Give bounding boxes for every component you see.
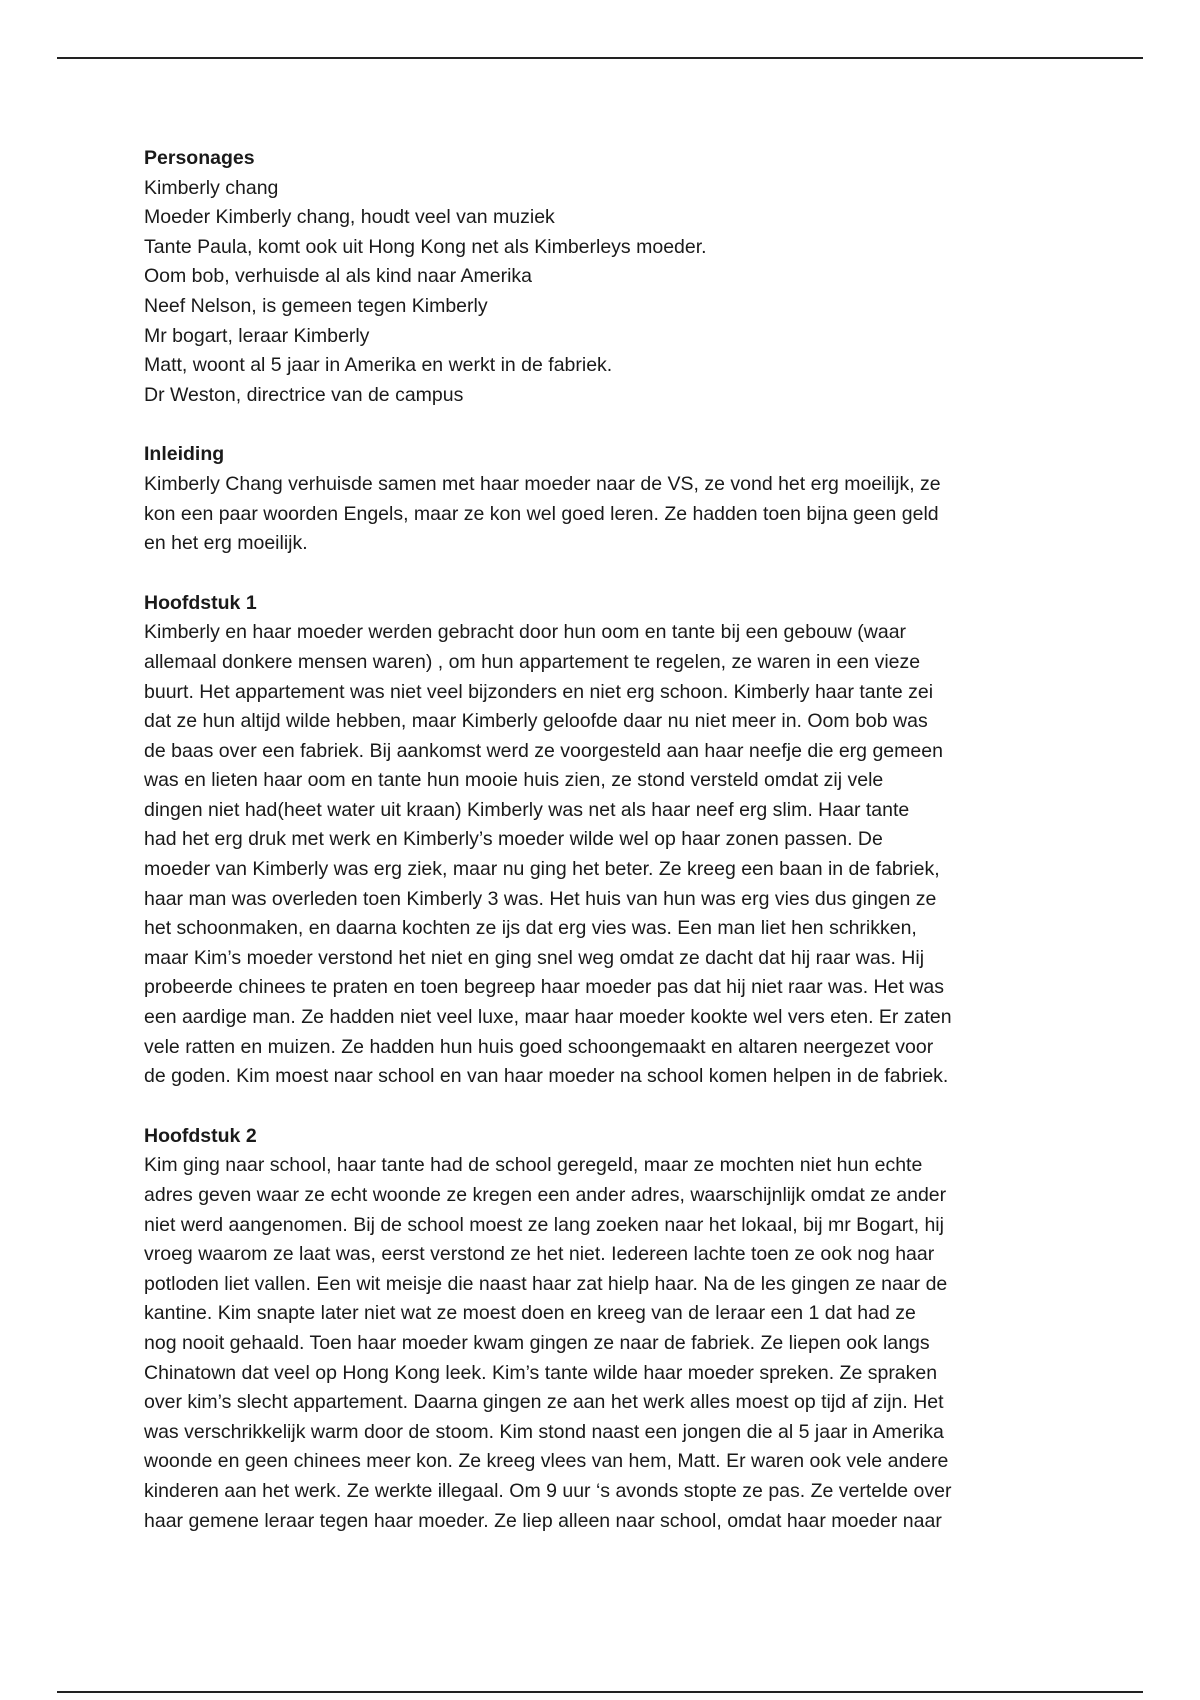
- character-line: Kimberly chang: [144, 176, 279, 199]
- section-hoofdstuk-1: [144, 589, 1064, 1092]
- paragraph-line: haar man was overleden toen Kimberly 3 was. Het huis van hun was erg vies dus gingen ze: [144, 887, 937, 910]
- document-body: [144, 144, 1064, 1566]
- paragraph-line: nog nooit gehaald. Toen haar moeder kwam gingen ze naar de fabriek. Ze liepen ook langs: [144, 1331, 930, 1354]
- paragraph-line: Kimberly en haar moeder werden gebracht door hun oom en tante bij een gebouw (waar: [144, 621, 907, 644]
- character-line: Matt, woont al 5 jaar in Amerika en werkt in de fabriek.: [144, 354, 613, 377]
- character-line: Oom bob, verhuisde al als kind naar Amerika: [144, 265, 533, 288]
- paragraph-line: Kim ging naar school, haar tante had de school geregeld, maar ze mochten niet hun echte: [144, 1154, 923, 1177]
- section-hoofdstuk-2: [144, 1122, 1064, 1536]
- paragraph-line: potloden liet vallen. Een wit meisje die naast haar zat hielp haar. Na de les gingen ze naar de: [144, 1272, 948, 1295]
- character-line: Neef Nelson, is gemeen tegen Kimberly: [144, 294, 488, 317]
- paragraph-line: vele ratten en muizen. Ze hadden hun huis goed schoongemaakt en altaren neergezet voor: [144, 1035, 934, 1058]
- paragraph-line: Chinatown dat veel op Hong Kong leek. Kim’s tante wilde haar moeder spreken. Ze spraken: [144, 1361, 938, 1384]
- paragraph-line: het schoonmaken, en daarna kochten ze ijs dat erg vies was. Een man liet hen schrikken,: [144, 917, 917, 940]
- paragraph-line: moeder van Kimberly was erg ziek, maar nu ging het beter. Ze kreeg een baan in de fabriek,: [144, 858, 940, 881]
- paragraph-line: vroeg waarom ze laat was, eerst verstond ze het niet. Iedereen lachte toen ze ook nog haar: [144, 1243, 935, 1266]
- paragraph-line: allemaal donkere mensen waren) , om hun appartement te regelen, ze waren in een vieze: [144, 650, 921, 673]
- paragraph-line: kinderen aan het werk. Ze werkte illegaal. Om 9 uur ‘s avonds stopte ze pas. Ze vertelde over: [144, 1479, 952, 1502]
- paragraph-line: dingen niet had(heet water uit kraan) Kimberly was net als haar neef erg slim. Haar tante: [144, 798, 910, 821]
- paragraph-line: een aardige man. Ze hadden niet veel luxe, maar haar moeder kookte wel vers eten. Er zaten: [144, 1006, 952, 1029]
- section-heading: Hoofdstuk 1: [144, 591, 257, 614]
- paragraph-line: niet werd aangenomen. Bij de school moest ze lang zoeken naar het lokaal, bij mr Bogart, hij: [144, 1213, 944, 1236]
- section-heading: Inleiding: [144, 443, 225, 466]
- section-heading: Hoofdstuk 2: [144, 1124, 257, 1147]
- character-line: Dr Weston, directrice van de campus: [144, 383, 464, 406]
- character-line: Tante Paula, komt ook uit Hong Kong net als Kimberleys moeder.: [144, 235, 707, 258]
- paragraph-line: over kim’s slecht appartement. Daarna gingen ze aan het werk alles moest op tijd af zijn. Het: [144, 1391, 944, 1414]
- paragraph-line: was verschrikkelijk warm door de stoom. Kim stond naast een jongen die al 5 jaar in Amerika: [144, 1420, 944, 1443]
- paragraph-line: maar Kim’s moeder verstond het niet en ging snel weg omdat ze dacht dat hij raar was. Hij: [144, 946, 925, 969]
- header-rule: [57, 57, 1143, 59]
- paragraph-line: kon een paar woorden Engels, maar ze kon wel goed leren. Ze hadden toen bijna geen geld: [144, 502, 939, 525]
- paragraph-line: dat ze hun altijd wilde hebben, maar Kimberly geloofde daar nu niet meer in. Oom bob was: [144, 710, 928, 733]
- footer-rule: [57, 1691, 1143, 1693]
- paragraph-line: had het erg druk met werk en Kimberly’s moeder wilde wel op haar zonen passen. De: [144, 828, 883, 851]
- section-personages: [144, 144, 1064, 410]
- paragraph-line: kantine. Kim snapte later niet wat ze moest doen en kreeg van de leraar een 1 dat had ze: [144, 1302, 916, 1325]
- paragraph-line: de goden. Kim moest naar school en van haar moeder na school komen helpen in de fabriek.: [144, 1065, 949, 1088]
- paragraph-line: was en lieten haar oom en tante hun mooie huis zien, ze stond versteld omdat zij vele: [144, 769, 884, 792]
- paragraph-line: probeerde chinees te praten en toen begreep haar moeder pas dat hij niet raar was. Het was: [144, 976, 944, 999]
- paragraph-line: buurt. Het appartement was niet veel bijzonders en niet erg schoon. Kimberly haar tante zei: [144, 680, 934, 703]
- character-line: Mr bogart, leraar Kimberly: [144, 324, 370, 347]
- character-line: Moeder Kimberly chang, houdt veel van muziek: [144, 206, 555, 229]
- paragraph-line: haar gemene leraar tegen haar moeder. Ze liep alleen naar school, omdat haar moeder naar: [144, 1509, 942, 1532]
- paragraph-line: woonde en geen chinees meer kon. Ze kreeg vlees van hem, Matt. Er waren ook vele andere: [144, 1450, 949, 1473]
- paragraph-line: de baas over een fabriek. Bij aankomst werd ze voorgesteld aan haar neefje die erg gemeen: [144, 739, 943, 762]
- paragraph-line: adres geven waar ze echt woonde ze kregen een ander adres, waarschijnlijk omdat ze ander: [144, 1184, 947, 1206]
- paragraph-line: Kimberly Chang verhuisde samen met haar moeder naar de VS, ze vond het erg moeilijk, ze: [144, 472, 941, 495]
- section-inleiding: [144, 440, 1064, 558]
- section-heading: Personages: [144, 147, 255, 169]
- paragraph-line: en het erg moeilijk.: [144, 532, 308, 555]
